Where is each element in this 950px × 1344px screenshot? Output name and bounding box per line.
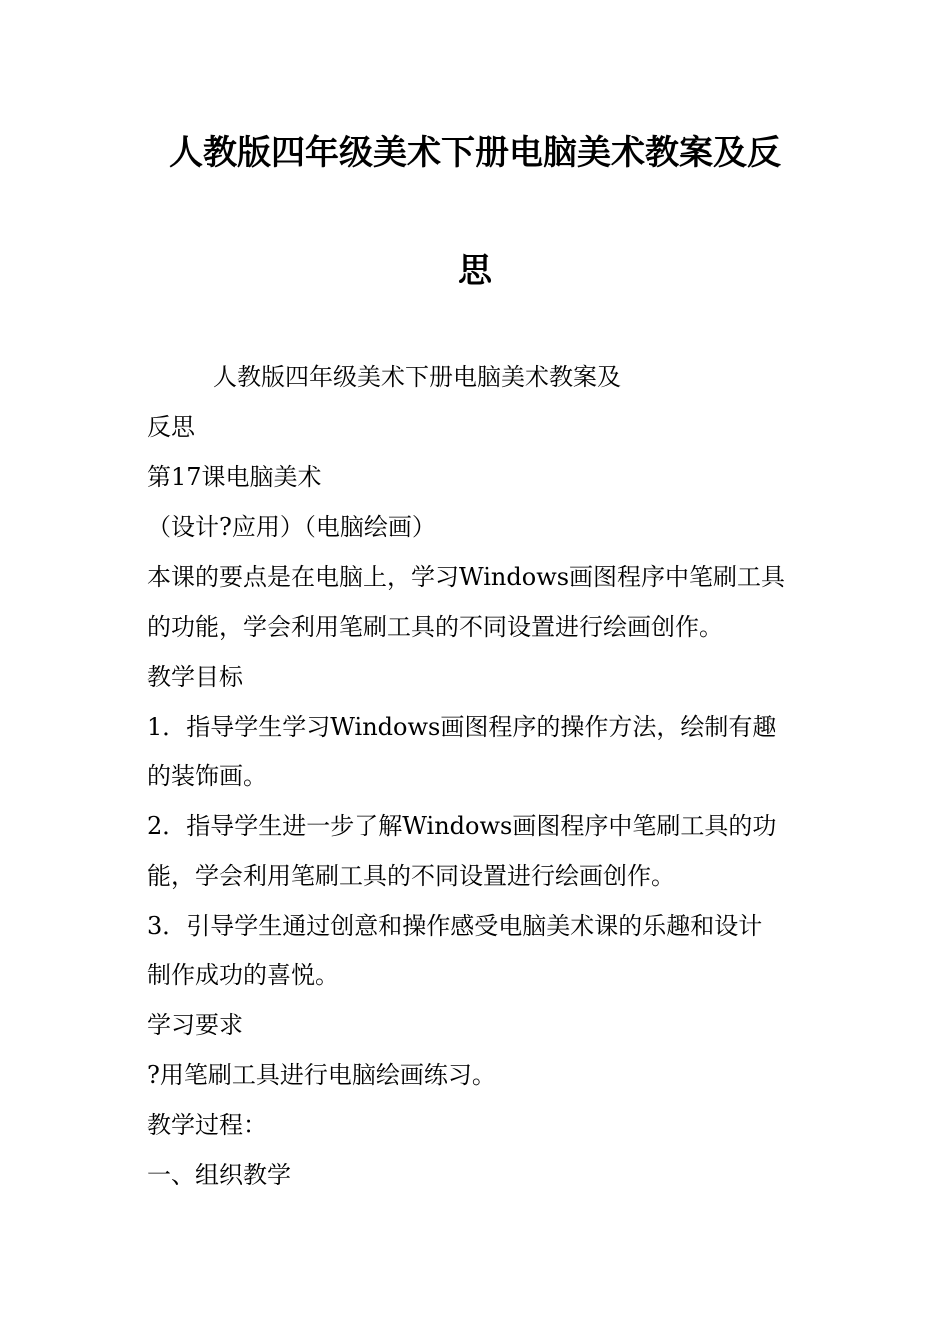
process-step-1: 一、组织教学 [147,1161,291,1189]
section-heading-objectives: 教学目标 [147,663,243,691]
requirement-item: ?用笔刷工具进行电脑绘画练习。 [147,1061,496,1089]
objective-item-3: 3．引导学生通过创意和操作感受电脑美术课的乐趣和设计 [147,912,763,940]
subtitle-line-2: 反思 [147,413,195,441]
lesson-heading: 第17课电脑美术 [147,463,322,491]
objective-item-2: 2．指导学生进一步了解Windows画图程序中笔刷工具的功 [147,812,777,840]
document-title-line-2: 思 [458,251,492,291]
paragraph-line: 本课的要点是在电脑上，学习Windows画图程序中笔刷工具 [147,563,786,591]
objective-item-1-cont: 的装饰画。 [147,762,267,790]
section-heading-requirements: 学习要求 [147,1011,243,1039]
subtitle-line-1: 人教版四年级美术下册电脑美术教案及 [213,363,621,391]
paragraph-line: 的功能，学会利用笔刷工具的不同设置进行绘画创作。 [147,613,723,641]
objective-item-2-cont: 能，学会利用笔刷工具的不同设置进行绘画创作。 [147,862,675,890]
objective-item-1: 1．指导学生学习Windows画图程序的操作方法，绘制有趣 [147,713,777,741]
section-heading-process: 教学过程： [147,1111,267,1139]
objective-item-3-cont: 制作成功的喜悦。 [147,961,339,989]
lesson-category: （设计?应用）（电脑绘画） [147,513,436,541]
document-title-line-1: 人教版四年级美术下册电脑美术教案及反 [169,133,781,173]
